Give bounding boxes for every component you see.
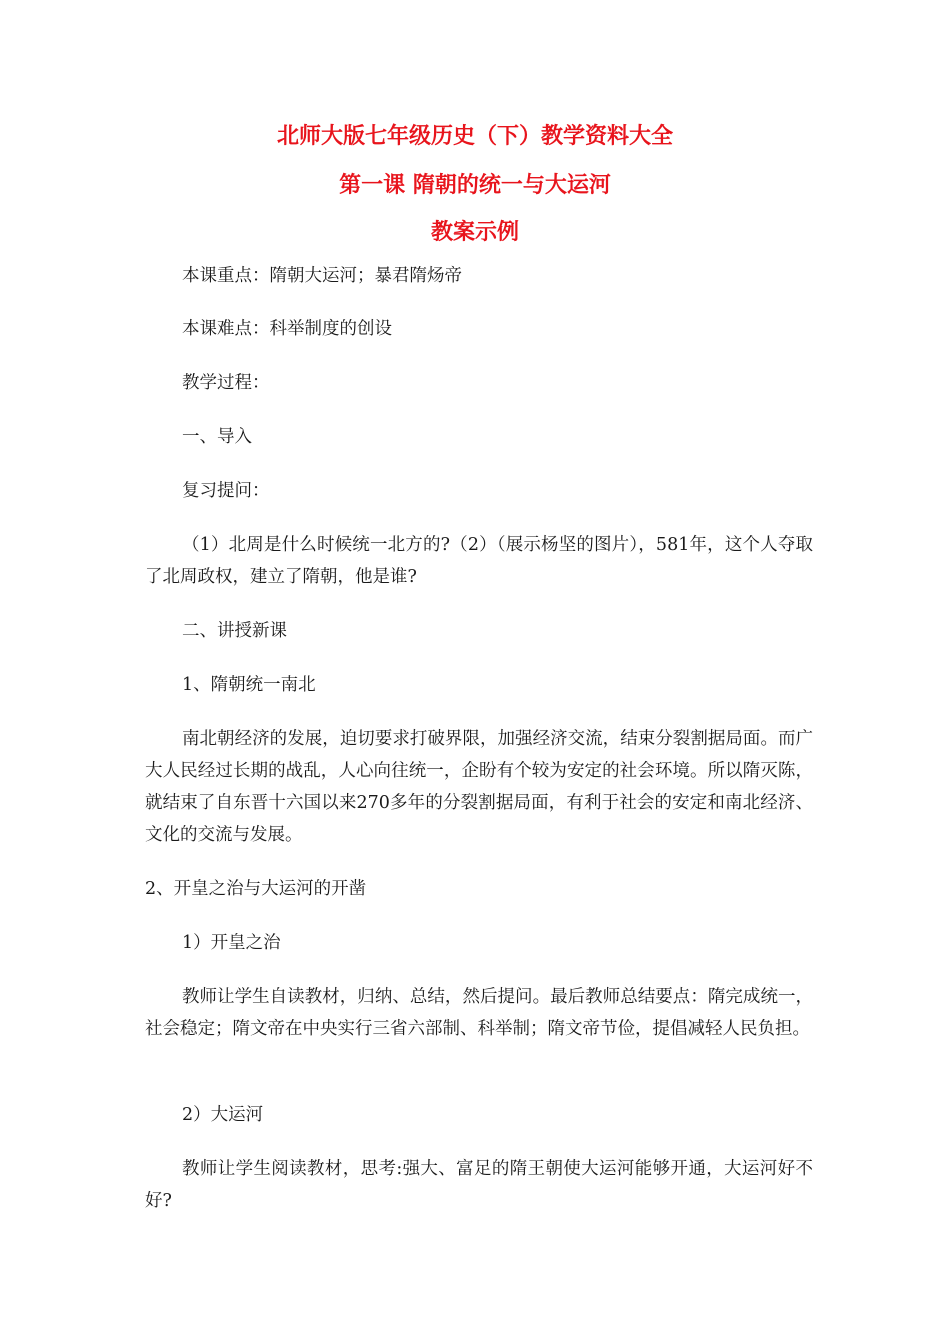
- review-question: （1）北周是什么时候统一北方的?（2）（展示杨坚的图片），581年，这个人夺取了北周政权，建立了隋朝，他是谁?: [145, 535, 813, 587]
- key-points: 本课重点：隋朝大运河；暴君隋炀帝: [182, 266, 462, 286]
- section-2-1-heading: 1）开皇之治: [182, 933, 281, 953]
- section-2-2-body: 教师让学生阅读教材，思考:强大、富足的隋王朝使大运河能够开通，大运河好不好?: [145, 1159, 813, 1211]
- section-1-body: 南北朝经济的发展，迫切要求打破界限，加强经济交流，结束分裂割据局面。而广大人民经过长期的战乱，人心向往统一，企盼有个较为安定的社会环境。所以隋灭陈，就结束了自东晋十六国以来270多年的分裂割据局面，有利于社会的安定和南北经济、文化的交流与发展。: [145, 729, 813, 845]
- section-2-1-body: 教师让学生自读教材，归纳、总结，然后提问。最后教师总结要点：隋完成统一，社会稳定；隋文帝在中央实行三省六部制、科举制；隋文帝节俭，提倡减轻人民负担。: [145, 987, 813, 1039]
- section-2-heading: 2、开皇之治与大运河的开凿: [145, 879, 367, 899]
- lesson-title: 第一课 隋朝的统一与大运河: [339, 173, 611, 198]
- difficult-points: 本课难点：科举制度的创设: [182, 319, 392, 339]
- review-label: 复习提问：: [182, 481, 270, 501]
- document-title: 北师大版七年级历史（下）教学资料大全: [276, 124, 673, 149]
- new-lesson-heading: 二、讲授新课: [182, 621, 287, 641]
- process-label: 教学过程：: [182, 373, 270, 393]
- section-2-2-heading: 2）大运河: [182, 1105, 264, 1125]
- section-title: 教案示例: [430, 220, 519, 245]
- intro-heading: 一、导入: [182, 427, 252, 447]
- section-1-heading: 1、隋朝统一南北: [182, 675, 316, 695]
